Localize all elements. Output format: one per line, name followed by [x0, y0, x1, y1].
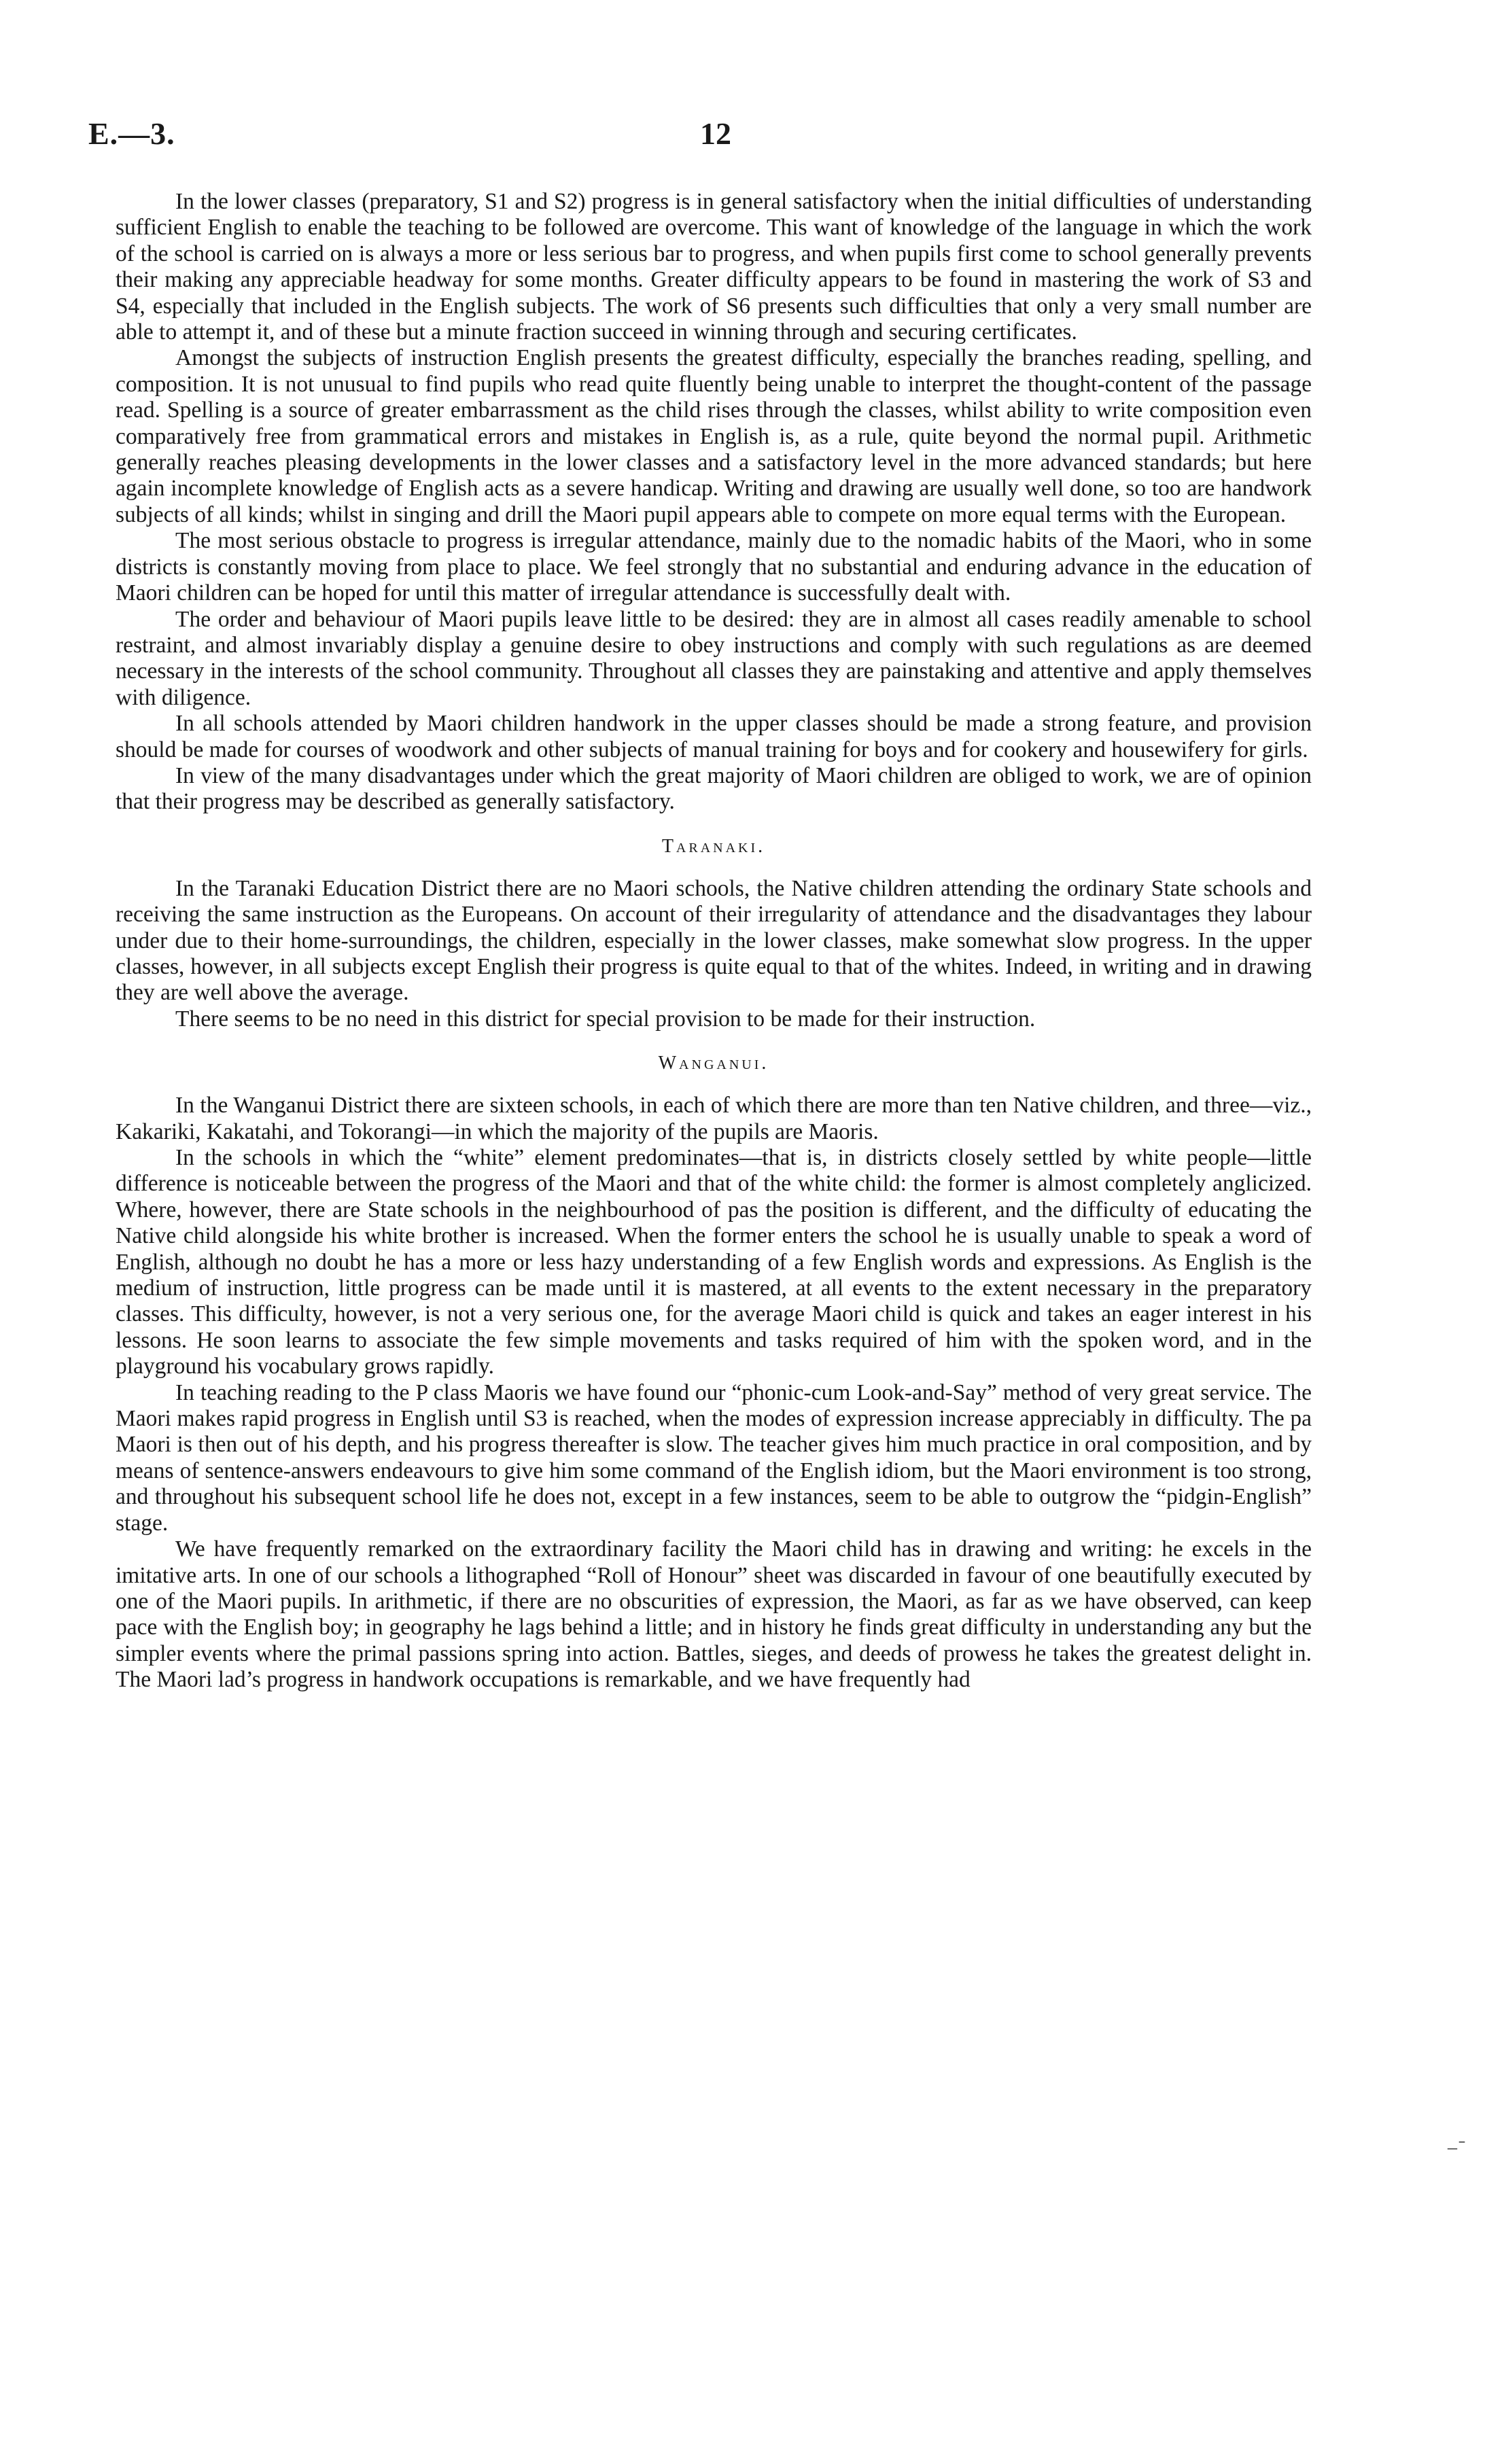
paragraph: In all schools attended by Maori children handwork in the upper classes should be made a strong feature, and provision should be made for courses of woodwork and other subjects of manual training for boys and for cookery and housewifery for girls.	[116, 711, 1312, 762]
section-heading-taranaki: Taranaki.	[661, 835, 766, 857]
paragraph: In the Wanganui District there are sixteen schools, in each of which there are more than ten Native children, and three—viz., Kakariki, Kakatahi, and Tokorangi—in which the majority of the pupils are Maoris.	[116, 1093, 1312, 1144]
paragraph: In the lower classes (preparatory, S1 and S2) progress is in general satisfactory when the initial difficulties of understanding sufficient English to enable the teaching to be followed are overcome. This want of knowledge of the language in which the work of the school is carried on is always a more or less serious bar to progress, and when pupils first come to school generally prevents their making any appreciable headway for some months. Greater difficulty appears to be found in mastering the work of S3 and S4, especially that included in the English subjects. The work of S6 presents such difficulties that only a very small number are able to attempt it, and of these but a minute fraction succeed in winning through and securing certificates.	[116, 189, 1312, 345]
paragraph: The most serious obstacle to progress is irregular attendance, mainly due to the nomadic habits of the Maori, who in some districts is constantly moving from place to place. We feel strongly that no substantial and enduring advance in the education of Maori children can be hoped for until this matter of irregular attendance is successfully dealt with.	[116, 528, 1312, 606]
paragraph: Amongst the subjects of instruction English presents the greatest difficulty, especially the branches reading, spelling, and composition. It is not unusual to find pupils who read quite fluently being unable to interpret the thought-content of the passage read. Spelling is a source of greater embarrassment as the child rises through the classes, whilst ability to write composition even comparatively free from grammatical errors and mistakes in English is, as a rule, quite beyond the normal pupil. Arithmetic generally reaches pleasing developments in the lower classes and a satisfactory level in the more advanced standards; but here again incomplete knowledge of English acts as a severe handicap. Writing and drawing are usually well done, so too are handwork subjects of all kinds; whilst in singing and drill the Maori pupil appears able to compete on more equal terms with the European.	[116, 345, 1312, 527]
body-text	[116, 189, 1312, 1693]
paragraph: In teaching reading to the P class Maoris we have found our “phonic-cum Look-and-Say” method of very great service. The Maori makes rapid progress in English until S3 is reached, when the modes of expression increase appreciably in difficulty. The pa Maori is then out of his depth, and his progress thereafter is slow. The teacher gives him much practice in oral composition, and by means of sentence-answers endeavours to give him some command of the English idiom, but the Maori environment is too strong, and throughout his subsequent school life he does not, except in a few instances, seem to be able to outgrow the “pidgin-English” stage.	[116, 1379, 1312, 1536]
document-reference: E.—3.	[88, 116, 175, 151]
paragraph: In the schools in which the “white” element predominates—that is, in districts closely settled by white people—little difference is noticeable between the progress of the Maori and that of the white child: the former is almost completely anglicized. Where, however, there are State schools in the neighbourhood of pas the position is different, and the difficulty of educating the Native child alongside his white brother is increased. When the former enters the school he is usually unable to speak a word of English, although no doubt he has a more or less hazy understanding of a few English words and expressions. As English is the medium of instruction, little progress can be made until it is mastered, at all events to the extent necessary in the preparatory classes. This difficulty, however, is not a very serious one, for the average Maori child is quick and takes an eager interest in his lessons. He soon learns to associate the few simple movements and tasks required of him with the spoken word, and in the playground his vocabulary grows rapidly.	[116, 1145, 1312, 1379]
paragraph: There seems to be no need in this district for special provision to be made for their instruction.	[175, 1006, 1036, 1032]
page-header	[88, 116, 1332, 163]
paragraph: We have frequently remarked on the extraordinary facility the Maori child has in drawing and writing: he excels in the imitative arts. In one of our schools a lithographed “Roll of Honour” sheet was discarded in favour of one beautifully executed by one of the Maori pupils. In arithmetic, if there are no obscurities of expression, the Maori, as far as we have observed, can keep pace with the English boy; in geography he lags behind a little; and in history he finds great difficulty in understanding any but the simpler events where the primal passions spring into action. Battles, sieges, and deeds of prowess he takes the greatest delight in. The Maori lad’s progress in handwork occupations is remarkable, and we have frequently had	[116, 1536, 1312, 1693]
page-number: 12	[700, 116, 731, 151]
margin-mark: – ̄	[1448, 2137, 1462, 2158]
paragraph: In view of the many disadvantages under which the great majority of Maori children are obliged to work, we are of opinion that their progress may be described as generally satisfactory.	[116, 762, 1312, 815]
paragraph: The order and behaviour of Maori pupils leave little to be desired: they are in almost all cases readily amenable to school restraint, and almost invariably display a genuine desire to obey instructions and comply with such regulations as are deemed necessary in the interests of the school community. Throughout all classes they are painstaking and attentive and apply themselves with diligence.	[116, 606, 1312, 710]
section-heading-wanganui: Wanganui.	[658, 1053, 769, 1074]
paragraph: In the Taranaki Education District there are no Maori schools, the Native children attending the ordinary State schools and receiving the same instruction as the Europeans. On account of their irregularity of attendance and the disadvantages they labour under due to their home-surroundings, the children, especially in the lower classes, make somewhat slow progress. In the upper classes, however, in all subjects except English their progress is quite equal to that of the whites. Indeed, in writing and in drawing they are well above the average.	[116, 875, 1312, 1006]
